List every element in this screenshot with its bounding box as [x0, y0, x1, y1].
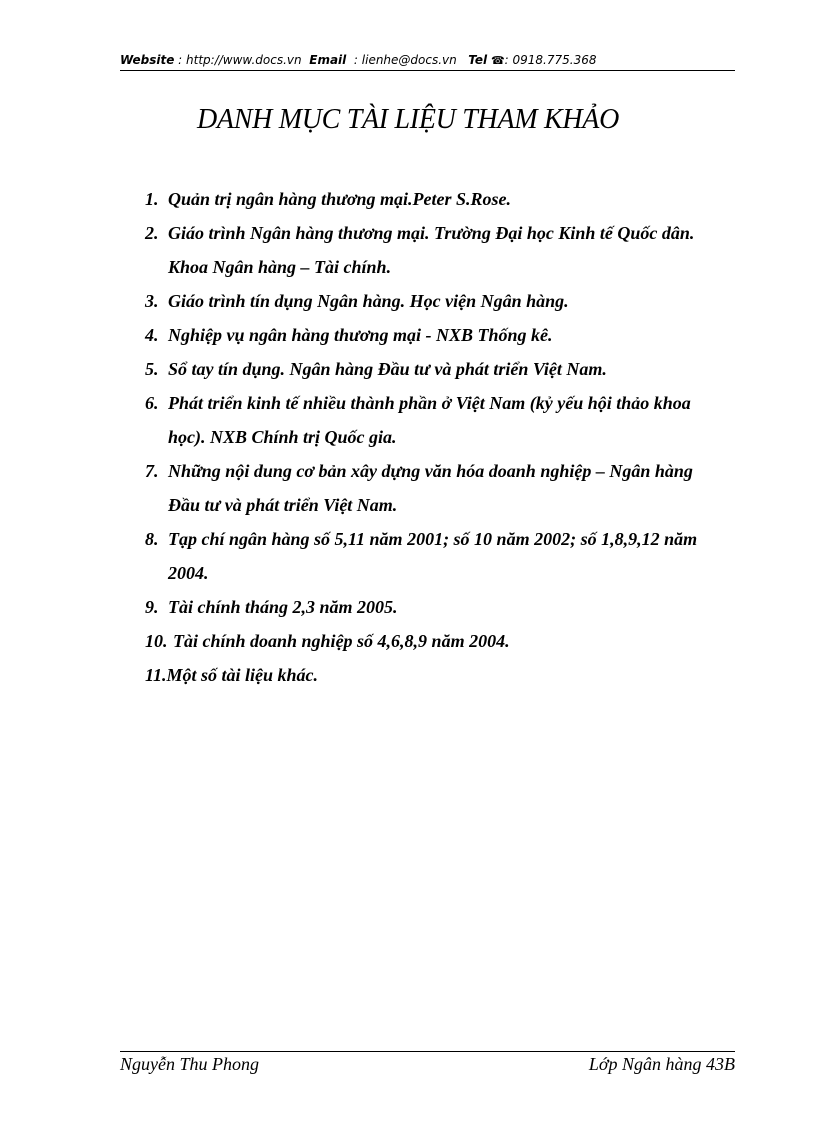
- tel-number: : 0918.775.368: [504, 53, 597, 67]
- reference-text-continued: học). NXB Chính trị Quốc gia.: [168, 427, 397, 447]
- reference-text: Phát triển kinh tế nhiều thành phần ở Việt Nam (kỷ yếu hội thảo khoa: [168, 393, 691, 413]
- reference-number: 7.: [145, 461, 159, 481]
- reference-number: 6.: [145, 393, 159, 413]
- phone-icon: ☎: [490, 54, 505, 67]
- reference-text: Giáo trình tín dụng Ngân hàng. Học viện Ngân hàng.: [168, 291, 569, 311]
- reference-item: [145, 352, 732, 386]
- class-name: Lớp Ngân hàng 43B: [588, 1054, 735, 1074]
- reference-text: Nghiệp vụ ngân hàng thương mại - NXB Thống kê.: [168, 325, 553, 345]
- reference-number: 5.: [145, 359, 159, 379]
- reference-text-continued: Đầu tư và phát triển Việt Nam.: [168, 495, 398, 515]
- reference-text: Tài chính doanh nghiệp số 4,6,8,9 năm 2004.: [173, 631, 510, 651]
- reference-text-continued: 2004.: [168, 563, 209, 583]
- reference-item: [145, 386, 732, 454]
- reference-item: [145, 182, 732, 216]
- email-address[interactable]: : lienhe@docs.vn: [353, 53, 457, 67]
- reference-text: Tài chính tháng 2,3 năm 2005.: [168, 597, 398, 617]
- reference-item: [145, 318, 732, 352]
- author-name: Nguyễn Thu Phong: [120, 1054, 259, 1074]
- reference-item: [145, 454, 732, 522]
- reference-item: [145, 658, 732, 692]
- reference-number: 10.: [145, 631, 168, 651]
- reference-text: Những nội dung cơ bản xây dựng văn hóa doanh nghiệp – Ngân hàng: [168, 461, 693, 481]
- reference-number: 11.: [145, 665, 167, 685]
- reference-number: 1.: [145, 189, 159, 209]
- reference-text: Sổ tay tín dụng. Ngân hàng Đầu tư và phát triển Việt Nam.: [168, 359, 607, 379]
- reference-item: [145, 590, 732, 624]
- reference-text: Một số tài liệu khác.: [166, 665, 319, 685]
- reference-text: Giáo trình Ngân hàng thương mại. Trường Đại học Kinh tế Quốc dân.: [168, 223, 695, 243]
- reference-item: [145, 624, 732, 658]
- reference-number: 2.: [145, 223, 159, 243]
- reference-list: [145, 182, 732, 692]
- tel-label: Tel: [468, 53, 488, 67]
- email-label: Email: [309, 53, 347, 67]
- page-title: DANH MỤC TÀI LIỆU THAM KHẢO: [196, 104, 619, 135]
- reference-number: 8.: [145, 529, 159, 549]
- reference-item: [145, 216, 732, 284]
- page-footer: [120, 1051, 735, 1076]
- website-label: Website: [120, 53, 175, 67]
- reference-number: 9.: [145, 597, 159, 617]
- reference-text: Tạp chí ngân hàng số 5,11 năm 2001; số 10 năm 2002; số 1,8,9,12 năm: [168, 529, 698, 549]
- reference-item: [145, 284, 732, 318]
- reference-text: Quản trị ngân hàng thương mại.Peter S.Rose.: [168, 189, 512, 209]
- reference-number: 4.: [145, 325, 159, 345]
- reference-item: [145, 522, 732, 590]
- page-header: [120, 50, 735, 71]
- reference-text-continued: Khoa Ngân hàng – Tài chính.: [168, 257, 392, 277]
- website-url[interactable]: : http://www.docs.vn: [178, 53, 302, 67]
- reference-number: 3.: [145, 291, 159, 311]
